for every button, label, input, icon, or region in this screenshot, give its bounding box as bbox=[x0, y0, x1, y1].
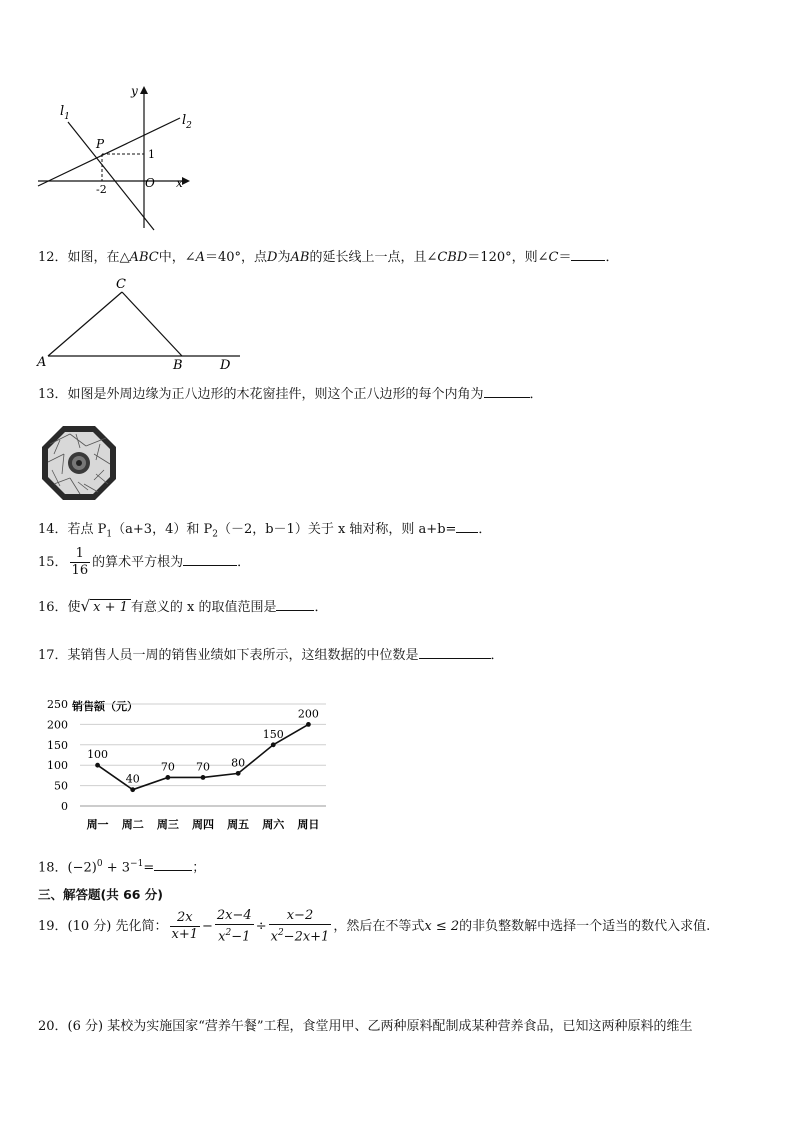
chart-point bbox=[271, 742, 276, 747]
q18-text: + 3 bbox=[102, 860, 131, 876]
line-l2 bbox=[38, 118, 180, 186]
den-exp: 2 bbox=[225, 928, 232, 938]
q18-exp: −1 bbox=[130, 859, 144, 869]
label-l2: $l_2$ bbox=[182, 113, 192, 131]
answer-blank[interactable] bbox=[276, 598, 314, 611]
sqrt-sign-icon: √ bbox=[80, 597, 91, 615]
segment-cb bbox=[122, 292, 182, 356]
q16-text: 有意义的 x 的取值范围是 bbox=[130, 600, 277, 615]
label-x: x bbox=[176, 176, 183, 190]
chart-point bbox=[130, 787, 135, 792]
den-rest: −2x+1 bbox=[283, 929, 330, 945]
chart-y-tick: 100 bbox=[47, 759, 68, 773]
label-o: O bbox=[145, 176, 155, 190]
q17-end: ． bbox=[490, 648, 504, 663]
chart-data-label: 40 bbox=[125, 772, 140, 786]
triangle-figure bbox=[34, 274, 249, 374]
q15-end: ． bbox=[237, 555, 251, 570]
angle-a: ∠A bbox=[184, 250, 205, 265]
q18-exp: 0 bbox=[96, 859, 103, 869]
q14-text: （a+3，4）和 P bbox=[112, 522, 213, 537]
coordinate-figure bbox=[30, 80, 200, 235]
chart-data-label: 150 bbox=[262, 727, 284, 741]
triangle-abc: △ABC bbox=[119, 250, 159, 265]
chart-x-tick: 周四 bbox=[192, 818, 214, 831]
chart-point bbox=[165, 775, 170, 780]
q12-text: 的延长线上一点，且 bbox=[309, 250, 427, 265]
den-exp: 2 bbox=[277, 928, 284, 938]
answer-blank[interactable] bbox=[456, 520, 478, 533]
line-l1 bbox=[68, 122, 154, 230]
label-c: C bbox=[116, 277, 126, 292]
q12-text: ＝ bbox=[558, 250, 572, 265]
q12-text: 中， bbox=[158, 250, 185, 265]
chart-point bbox=[236, 771, 241, 776]
q12-text: 如图，在 bbox=[67, 250, 120, 265]
answer-blank[interactable] bbox=[419, 646, 491, 659]
question-16 bbox=[38, 597, 328, 617]
chart-data-label: 80 bbox=[231, 756, 246, 770]
chart-x-tick: 周五 bbox=[227, 818, 250, 831]
minus-sign: − bbox=[202, 919, 213, 935]
x-axis-arrow bbox=[182, 177, 190, 185]
q19-text: 的非负整数解中选择一个适当的数代入求值. bbox=[459, 919, 711, 935]
q13-text: 13．如图是外周边缘为正八边形的木花窗挂件，则这个正八边形的每个内角为 bbox=[38, 387, 484, 402]
y-axis-arrow bbox=[140, 86, 148, 94]
chart-data-label: 100 bbox=[87, 748, 109, 762]
chart-x-tick: 周六 bbox=[262, 818, 285, 831]
question-13 bbox=[38, 385, 543, 404]
q16-text: 16．使 bbox=[38, 600, 81, 615]
fraction-denominator: x+1 bbox=[171, 927, 198, 943]
answer-blank[interactable] bbox=[183, 553, 237, 566]
q16-end: ． bbox=[314, 600, 328, 615]
q19-text: ，然后在不等式 bbox=[333, 919, 425, 935]
octagon-window-image bbox=[40, 424, 118, 502]
question-18 bbox=[38, 855, 205, 877]
q14-sub: 2 bbox=[212, 529, 218, 540]
chart-y-tick: 150 bbox=[47, 738, 68, 752]
den-base: x bbox=[218, 929, 226, 945]
label-neg2: -2 bbox=[96, 183, 107, 196]
chart-data-label: 200 bbox=[297, 707, 319, 721]
q14-text: 14．若点 P bbox=[38, 522, 107, 537]
q12-text: ＝40°，点 bbox=[205, 250, 268, 265]
label-p: P bbox=[96, 137, 105, 151]
chart-y-tick: 250 bbox=[47, 698, 68, 711]
chart-y-tick: 200 bbox=[47, 718, 68, 732]
question-17 bbox=[38, 646, 504, 665]
chart-x-tick: 周二 bbox=[121, 818, 144, 831]
q12-number: 12． bbox=[38, 250, 68, 265]
chart-y-tick: 0 bbox=[61, 800, 68, 813]
answer-blank[interactable] bbox=[154, 858, 192, 871]
question-19 bbox=[38, 908, 710, 945]
answer-blank[interactable] bbox=[571, 248, 605, 261]
q14-end: ． bbox=[478, 522, 492, 537]
fraction-2 bbox=[215, 908, 254, 945]
fraction-numerator: x−2 bbox=[269, 908, 332, 925]
chart-data-label: 70 bbox=[196, 760, 210, 774]
section-heading: 三、解答题(共 66 分) bbox=[38, 887, 164, 902]
q12-text: 为 bbox=[277, 250, 291, 265]
question-14 bbox=[38, 520, 491, 544]
angle-cbd: ∠CBD bbox=[426, 250, 468, 265]
den-base: x bbox=[270, 929, 278, 945]
q14-text: （－2，b－1）关于 x 轴对称，则 a+b= bbox=[217, 522, 457, 537]
chart-x-tick: 周三 bbox=[156, 818, 179, 831]
q18-end: ； bbox=[192, 860, 206, 876]
answer-blank[interactable] bbox=[484, 385, 530, 398]
q18-text: = bbox=[143, 860, 155, 876]
q14-sub: 1 bbox=[106, 529, 113, 540]
q15-text: 的算术平方根为 bbox=[92, 555, 184, 570]
chart-point bbox=[201, 775, 206, 780]
segment-ac bbox=[48, 292, 122, 356]
angle-c: ∠C bbox=[537, 250, 559, 265]
inequality: x ≤ 2 bbox=[424, 919, 460, 935]
sqrt-radicand: x + 1 bbox=[90, 599, 131, 615]
fraction-3 bbox=[269, 908, 332, 945]
fraction-denominator bbox=[215, 925, 254, 945]
fraction-denominator: 16 bbox=[71, 563, 89, 578]
chart-data-label: 70 bbox=[160, 760, 175, 774]
fraction-1 bbox=[170, 910, 201, 943]
question-12 bbox=[38, 248, 619, 267]
q12-text: ＝120°，则 bbox=[467, 250, 538, 265]
chart-y-tick: 50 bbox=[54, 779, 68, 793]
fraction-one-sixteenth bbox=[70, 546, 91, 579]
q13-end: ． bbox=[529, 387, 543, 402]
label-y: y bbox=[131, 84, 138, 98]
question-20: 20．(6 分) 某校为实施国家“营养午餐”工程，食堂用甲、乙两种原料配制成某种营养食品，已知这两种原料的维生 bbox=[38, 1019, 693, 1034]
q19-text: 19．(10 分) 先化简： bbox=[38, 919, 168, 935]
fraction-denominator bbox=[269, 925, 332, 945]
q15-number: 15． bbox=[38, 555, 68, 570]
den-rest: −1 bbox=[231, 929, 251, 945]
q17-text: 17．某销售人员一周的销售业绩如下表所示，这组数据的中位数是 bbox=[38, 648, 419, 663]
label-d: D bbox=[220, 358, 231, 373]
question-15 bbox=[38, 546, 250, 579]
sales-line-chart bbox=[40, 690, 340, 840]
label-a: A bbox=[37, 355, 47, 370]
segment-ab: AB bbox=[290, 250, 310, 265]
label-one: 1 bbox=[148, 148, 155, 161]
chart-x-tick: 周日 bbox=[297, 818, 320, 831]
label-l1: $l_1$ bbox=[60, 104, 70, 122]
chart-x-tick: 周一 bbox=[86, 818, 109, 831]
q18-text: 18．(−2) bbox=[38, 860, 97, 876]
fraction-numerator: 1 bbox=[70, 546, 91, 563]
chart-point bbox=[306, 722, 311, 727]
q12-end: ． bbox=[605, 250, 619, 265]
point-d: D bbox=[267, 250, 278, 265]
chart-title: 销售额（元） bbox=[72, 700, 138, 713]
fraction-numerator: 2x bbox=[170, 910, 201, 927]
fraction-numerator: 2x−4 bbox=[216, 908, 252, 923]
label-b: B bbox=[173, 358, 183, 373]
chart-point bbox=[95, 763, 100, 768]
divide-sign: ÷ bbox=[255, 919, 267, 935]
